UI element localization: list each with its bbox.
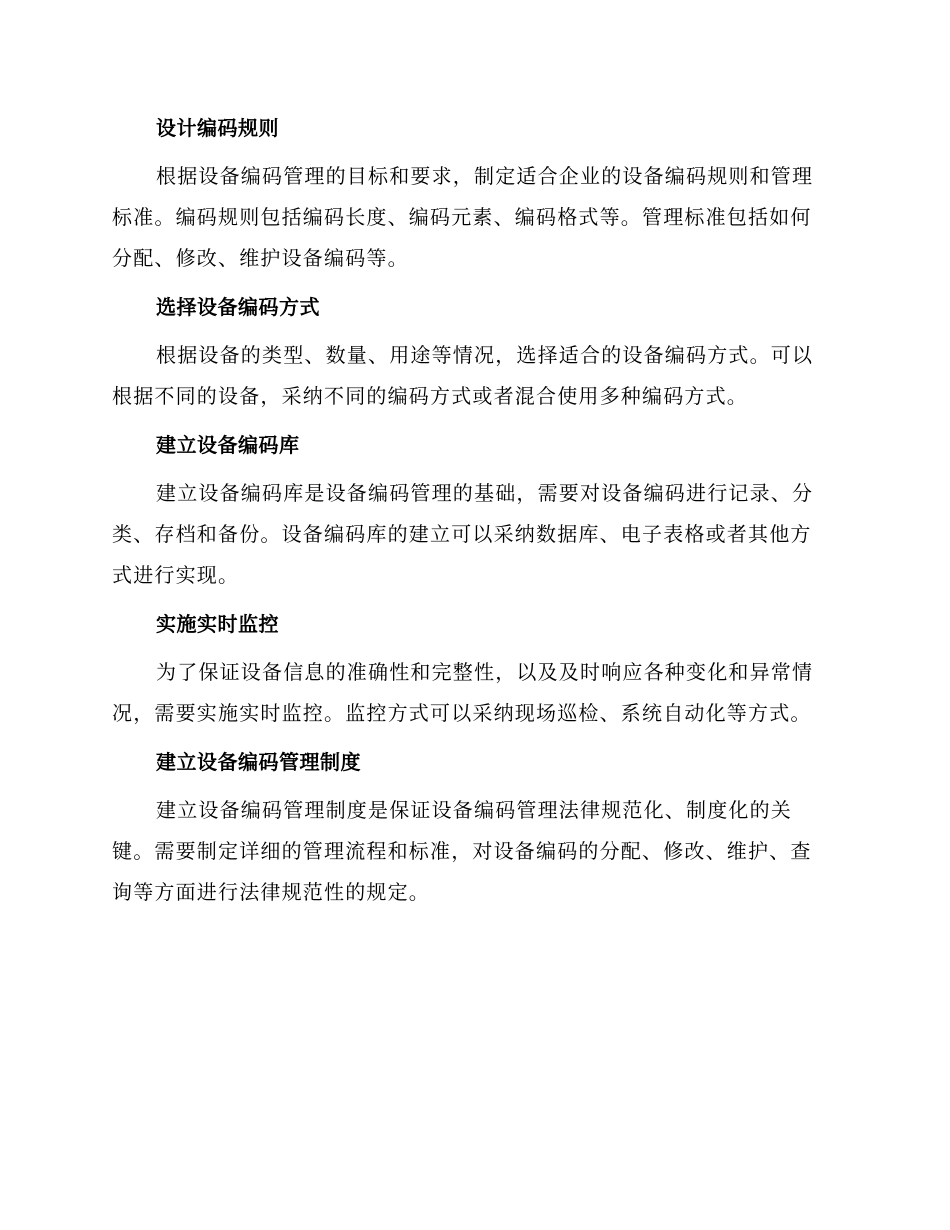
section-heading: 建立设备编码管理制度 — [156, 750, 361, 774]
section-paragraph: 为了保证设备信息的准确性和完整性，以及及时响应各种变化和异常情况，需要实施实时监控。监控方式可以采纳现场巡检、系统自动化等方式。 — [112, 660, 814, 725]
section-paragraph: 建立设备编码管理制度是保证设备编码管理法律规范化、制度化的关键。需要制定详细的管理流程和标准，对设备编码的分配、修改、维护、查询等方面进行法律规范性的规定。 — [112, 798, 812, 904]
section-heading: 实施实时监控 — [156, 612, 279, 636]
document-page — [112, 108, 832, 921]
section-paragraph: 建立设备编码库是设备编码管理的基础，需要对设备编码进行记录、分类、存档和备份。设备编码库的建立可以采纳数据库、电子表格或者其他方式进行实现。 — [112, 481, 814, 587]
section-heading: 建立设备编码库 — [156, 433, 300, 457]
section-coding-library — [112, 425, 832, 596]
section-heading: 设计编码规则 — [156, 116, 279, 140]
section-paragraph: 根据设备编码管理的目标和要求，制定适合企业的设备编码规则和管理标准。编码规则包括编码长度、编码元素、编码格式等。管理标准包括如何分配、修改、维护设备编码等。 — [112, 164, 814, 270]
section-heading: 选择设备编码方式 — [156, 295, 320, 319]
section-realtime-monitoring — [112, 604, 832, 734]
section-coding-rules — [112, 108, 832, 279]
section-coding-method — [112, 287, 832, 417]
section-paragraph: 根据设备的类型、数量、用途等情况，选择适合的设备编码方式。可以根据不同的设备，采纳不同的编码方式或者混合使用多种编码方式。 — [112, 343, 814, 408]
section-management-system — [112, 742, 832, 913]
